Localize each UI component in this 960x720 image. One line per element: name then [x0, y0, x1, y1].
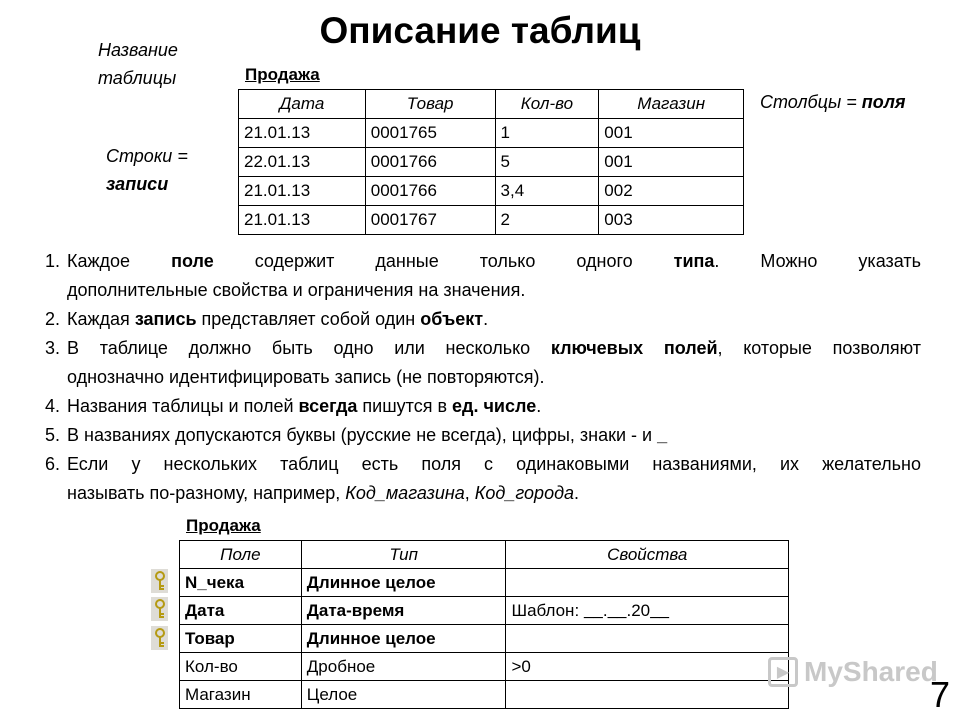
rule-item-continuation: называть по-разному, например, Код_магазина, Код_города.	[67, 483, 580, 503]
note-columns: Столбцы = поля	[760, 92, 906, 112]
rule-item: 4. Названия таблицы и полей всегда пишутся в ед. числе.	[45, 396, 542, 416]
key-icon	[151, 569, 168, 593]
table-row	[180, 569, 789, 597]
rule-item: 1. Каждое поле содержит данные только одного типа. Можно указать	[45, 251, 922, 271]
column-header: Товар	[365, 90, 495, 119]
table-cell: 1	[495, 119, 599, 148]
table-row	[239, 177, 744, 206]
rule-item-continuation: дополнительные свойства и ограничения на значения.	[67, 280, 526, 300]
table-row	[180, 653, 789, 681]
table-row	[239, 119, 744, 148]
table-cell: 001	[599, 119, 744, 148]
table-cell: 002	[599, 177, 744, 206]
key-icon	[151, 597, 168, 621]
slideshow-icon: ▶	[768, 657, 798, 687]
table-cell: 3,4	[495, 177, 599, 206]
table-cell: 0001765	[365, 119, 495, 148]
watermark: ▶ MyShared	[768, 656, 938, 688]
key-icon	[151, 626, 168, 650]
table-cell: 22.01.13	[239, 148, 366, 177]
column-header: Тип	[301, 541, 506, 569]
table-cell: 2	[495, 206, 599, 235]
page-number: 7	[929, 674, 950, 715]
table-header-row	[180, 541, 789, 569]
table-cell: Дата-время	[301, 597, 506, 625]
fields-table	[179, 540, 789, 709]
table-row	[180, 597, 789, 625]
column-header: Дата	[239, 90, 366, 119]
table-cell: Магазин	[180, 681, 302, 709]
table-row	[180, 681, 789, 709]
note-rows: Строки = записи	[106, 146, 188, 194]
column-header: Кол-во	[495, 90, 599, 119]
table-cell: 21.01.13	[239, 119, 366, 148]
table-header-row	[239, 90, 744, 119]
rule-item: 5. В названиях допускаются буквы (русские не всегда), цифры, знаки - и _	[45, 425, 668, 445]
table2-caption: Продажа	[186, 516, 261, 535]
rule-item: 3. В таблице должно быть одно или несколько ключевых полей, которые позволяют	[45, 338, 922, 358]
table-cell: N_чека	[180, 569, 302, 597]
table-cell: >0	[506, 653, 789, 681]
table-cell: Товар	[180, 625, 302, 653]
page-title: Описание таблиц	[319, 10, 641, 51]
table-cell: Кол-во	[180, 653, 302, 681]
table-cell: 21.01.13	[239, 206, 366, 235]
table-cell: 0001766	[365, 148, 495, 177]
table-cell	[506, 681, 789, 709]
table-cell: Длинное целое	[301, 569, 506, 597]
table-cell: Длинное целое	[301, 625, 506, 653]
table-cell: 0001766	[365, 177, 495, 206]
table-row	[180, 625, 789, 653]
table1-caption: Продажа	[245, 65, 320, 84]
rules-list	[45, 247, 921, 508]
rule-item-continuation: однозначно идентифицировать запись (не повторяются).	[67, 367, 545, 387]
rule-item: 2. Каждая запись представляет собой один объект.	[45, 309, 489, 329]
column-header: Магазин	[599, 90, 744, 119]
table-cell: 5	[495, 148, 599, 177]
table-row	[239, 148, 744, 177]
table-cell	[506, 625, 789, 653]
table-cell: 21.01.13	[239, 177, 366, 206]
table-cell: Шаблон: __.__.20__	[506, 597, 789, 625]
rule-item: 6. Если у нескольких таблиц есть поля с одинаковыми названиями, их желательно	[45, 454, 921, 474]
note-table-name: Название таблицы	[98, 40, 178, 88]
table-cell: 003	[599, 206, 744, 235]
sales-table	[238, 89, 744, 235]
table-cell: Дробное	[301, 653, 506, 681]
table-cell: 0001767	[365, 206, 495, 235]
table-cell: 001	[599, 148, 744, 177]
table-cell: Дата	[180, 597, 302, 625]
column-header: Поле	[180, 541, 302, 569]
table-cell: Целое	[301, 681, 506, 709]
table-cell	[506, 569, 789, 597]
column-header: Свойства	[506, 541, 789, 569]
table-row	[239, 206, 744, 235]
